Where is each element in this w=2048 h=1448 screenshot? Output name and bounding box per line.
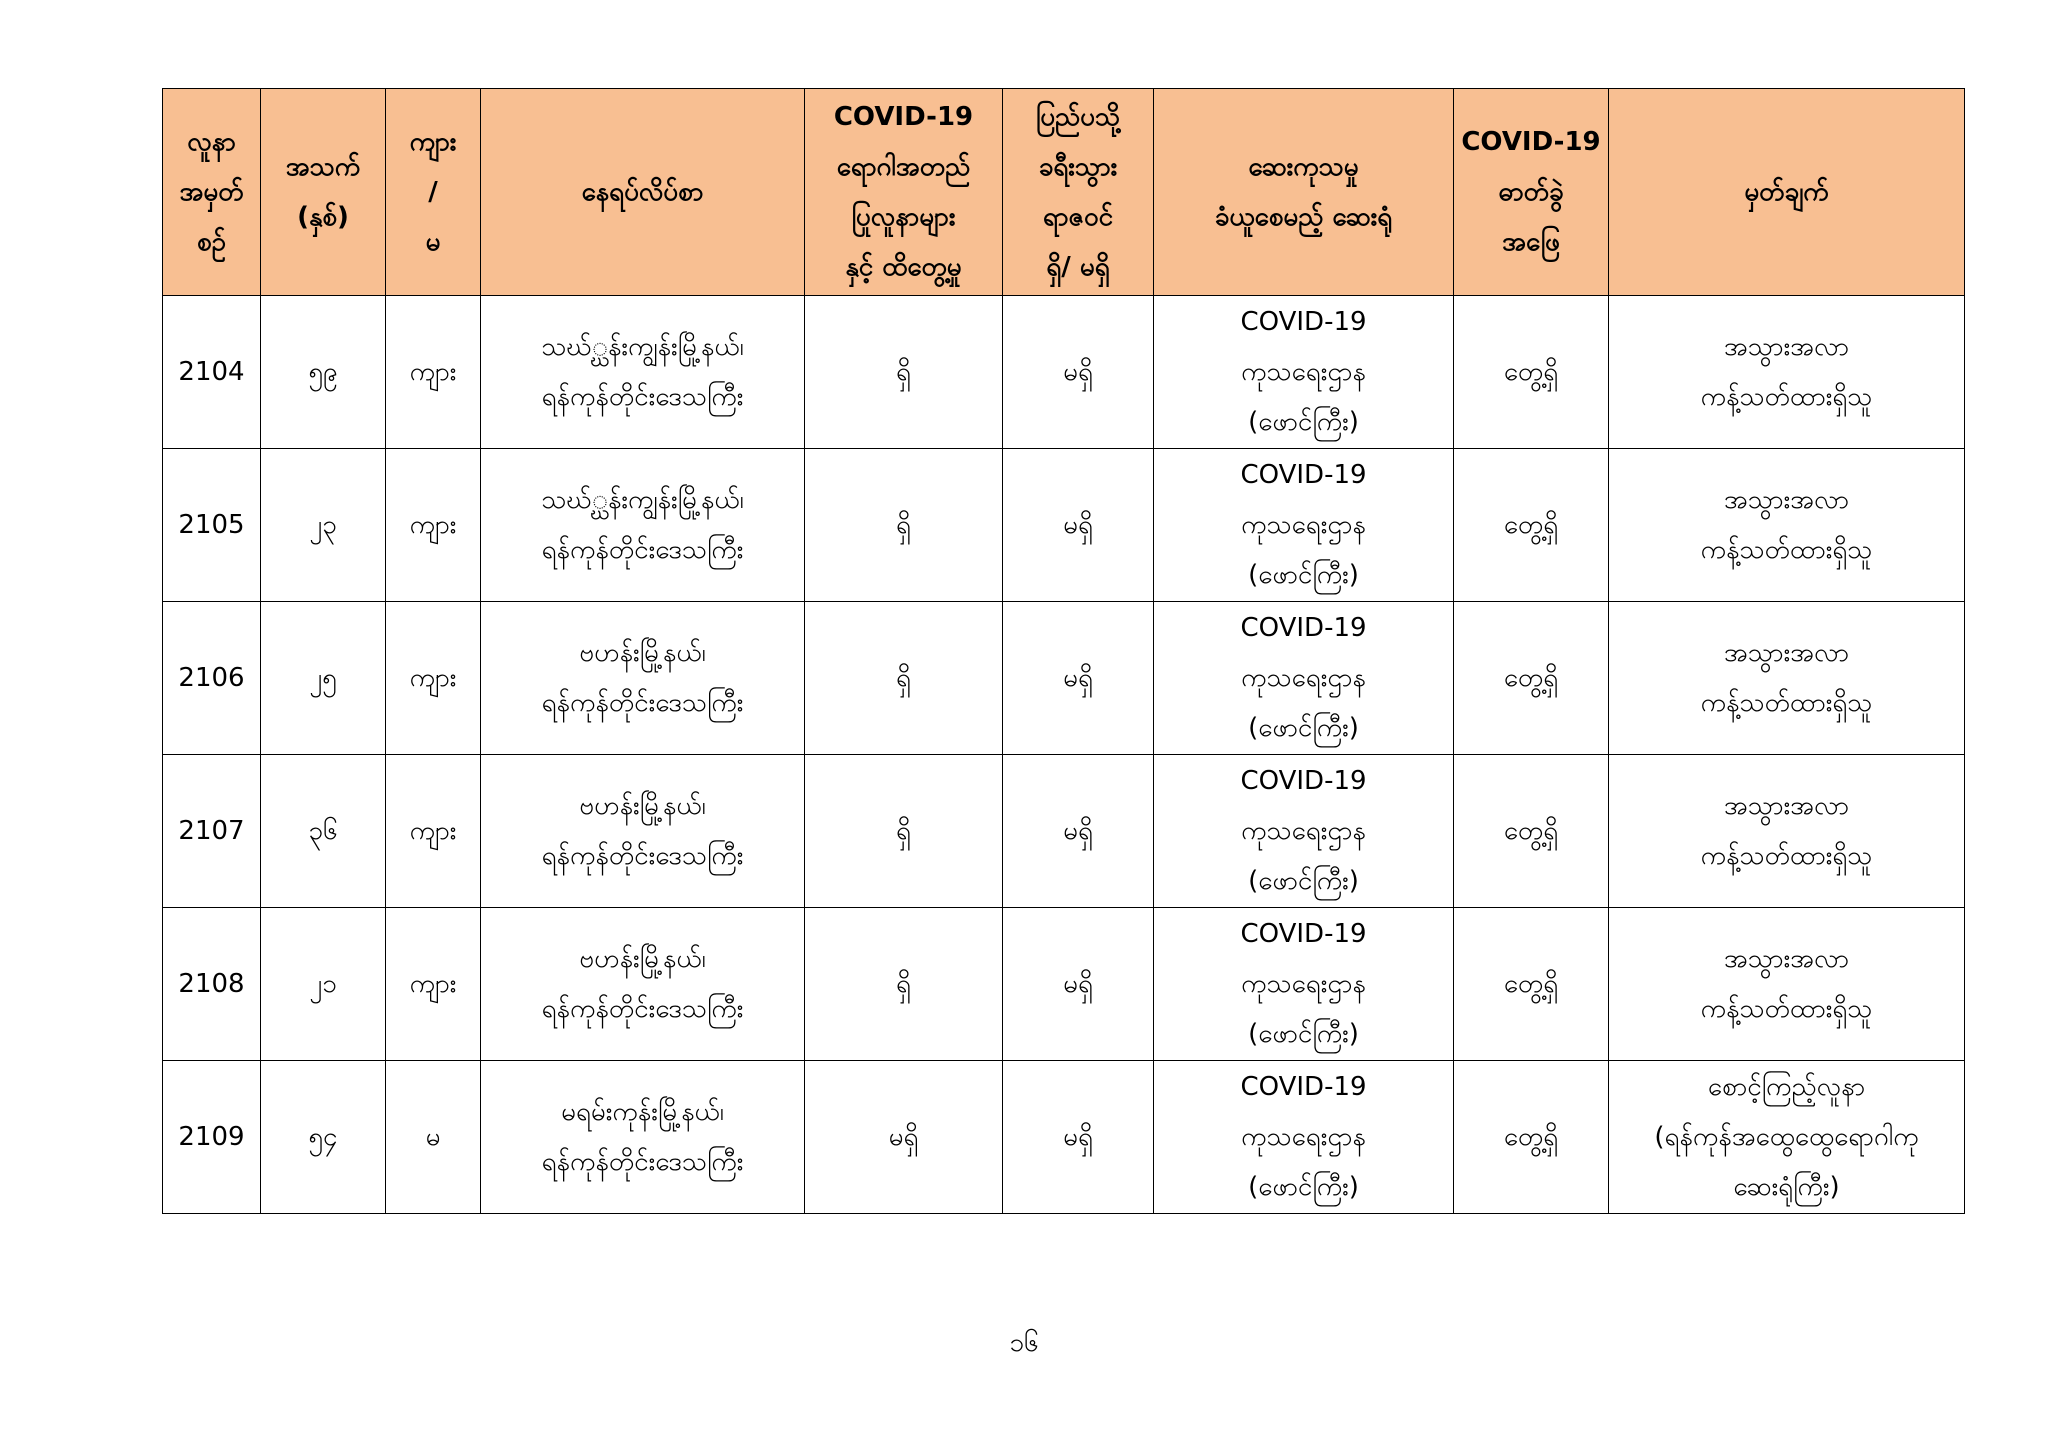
remarks-cell	[1609, 602, 1965, 755]
header-col-travel-history	[1003, 89, 1154, 296]
header-line: ကျား	[409, 127, 457, 157]
age-cell: ၅၄	[261, 1061, 386, 1214]
remarks-cell	[1609, 755, 1965, 908]
table-row	[163, 602, 1965, 755]
cell-line: ရန်ကုန်တိုင်းဒေသကြီး	[541, 841, 744, 871]
address-cell	[481, 1061, 805, 1214]
contact-cell: ရှိ	[805, 449, 1003, 602]
cell-line: (ဖောင်ကြီး)	[1248, 407, 1359, 437]
case-number-cell: 2106	[163, 602, 261, 755]
header-line: ရောဂါအတည်	[836, 152, 971, 182]
sex-cell: ကျား	[386, 449, 481, 602]
header-col-remarks	[1609, 89, 1965, 296]
header-line: ဆေးကုသမှု	[1248, 152, 1359, 182]
cell-line: ရန်ကုန်တိုင်းဒေသကြီး	[541, 688, 744, 718]
header-line: မှတ်ချက်	[1744, 177, 1829, 207]
header-line: အမှတ်	[179, 177, 244, 207]
sex-cell: ကျား	[386, 602, 481, 755]
address-cell	[481, 755, 805, 908]
lab-result-cell: တွေ့ရှိ	[1454, 296, 1609, 449]
sex-cell: မ	[386, 1061, 481, 1214]
address-cell	[481, 602, 805, 755]
header-line: ခရီးသွား	[1038, 152, 1118, 182]
cell-line: (ဖောင်ကြီး)	[1248, 1172, 1359, 1202]
travel-history-cell: မရှိ	[1003, 1061, 1154, 1214]
sex-cell: ကျား	[386, 296, 481, 449]
cell-line: ကန့်သတ်ထားရှိသူ	[1700, 688, 1873, 718]
contact-cell: ရှိ	[805, 755, 1003, 908]
covid-cases-table	[162, 88, 1965, 1214]
cell-line: COVID-19	[1240, 919, 1367, 949]
cell-line: ရန်ကုန်တိုင်းဒေသကြီး	[541, 382, 744, 412]
cell-line: အသွားအလာ	[1723, 791, 1850, 821]
header-col-address	[481, 89, 805, 296]
cell-line: (ဖောင်ကြီး)	[1248, 560, 1359, 590]
remarks-cell	[1609, 449, 1965, 602]
cell-line: ကုသရေးဌာန	[1241, 816, 1366, 846]
lab-result-cell: တွေ့ရှိ	[1454, 755, 1609, 908]
table-header-row	[163, 89, 1965, 296]
cell-line: (ဖောင်ကြီး)	[1248, 866, 1359, 896]
cell-line: ကုသရေးဌာန	[1241, 663, 1366, 693]
cell-line: အသွားအလာ	[1723, 944, 1850, 974]
header-line: လူနာ	[187, 127, 236, 157]
case-number-cell: 2108	[163, 908, 261, 1061]
cell-line: စောင့်ကြည့်လူနာ	[1707, 1072, 1866, 1102]
hospital-cell	[1154, 908, 1454, 1061]
cell-line: ဗဟန်းမြို့နယ်၊	[579, 944, 706, 974]
age-cell: ၅၉	[261, 296, 386, 449]
header-line: နေရပ်လိပ်စာ	[581, 177, 704, 207]
cell-line: အသွားအလာ	[1723, 485, 1850, 515]
table-row	[163, 755, 1965, 908]
header-col-age	[261, 89, 386, 296]
cell-line: COVID-19	[1240, 766, 1367, 796]
table-row	[163, 296, 1965, 449]
cell-line: ကန့်သတ်ထားရှိသူ	[1700, 382, 1873, 412]
header-line: နှင့် ထိတွေ့မှု	[845, 252, 962, 282]
cell-line: ဆေးရုံကြီး)	[1733, 1172, 1840, 1202]
cell-line: COVID-19	[1240, 307, 1367, 337]
header-line: ရာဇဝင်	[1042, 202, 1114, 232]
case-number-cell: 2105	[163, 449, 261, 602]
table-row	[163, 449, 1965, 602]
age-cell: ၂၁	[261, 908, 386, 1061]
contact-cell: ရှိ	[805, 602, 1003, 755]
travel-history-cell: မရှိ	[1003, 449, 1154, 602]
travel-history-cell: မရှိ	[1003, 908, 1154, 1061]
cell-line: COVID-19	[1240, 613, 1367, 643]
contact-cell: ရှိ	[805, 908, 1003, 1061]
header-line: /	[428, 177, 438, 207]
cell-line: ကုသရေးဌာန	[1241, 969, 1366, 999]
cell-line: အသွားအလာ	[1723, 332, 1850, 362]
cell-line: ကန့်သတ်ထားရှိသူ	[1700, 535, 1873, 565]
travel-history-cell: မရှိ	[1003, 755, 1154, 908]
hospital-cell	[1154, 602, 1454, 755]
case-number-cell: 2104	[163, 296, 261, 449]
header-line: ပြည်ပသို့	[1035, 102, 1121, 132]
lab-result-cell: တွေ့ရှိ	[1454, 1061, 1609, 1214]
cell-line: (ရန်ကုန်အထွေထွေရောဂါကု	[1654, 1122, 1919, 1152]
cell-line: ဗဟန်းမြို့နယ်၊	[579, 791, 706, 821]
cell-line: ကုသရေးဌာန	[1241, 1122, 1366, 1152]
remarks-cell	[1609, 296, 1965, 449]
remarks-cell	[1609, 908, 1965, 1061]
header-line: ပြုလူနာများ	[851, 202, 956, 232]
hospital-cell	[1154, 449, 1454, 602]
cell-line: (ဖောင်ကြီး)	[1248, 713, 1359, 743]
header-col-case-number	[163, 89, 261, 296]
cell-line: သဃ်္ဃန်းကျွန်းမြို့နယ်၊	[541, 332, 744, 362]
sex-cell: ကျား	[386, 908, 481, 1061]
contact-cell: ရှိ	[805, 296, 1003, 449]
header-line: COVID-19	[833, 102, 974, 132]
hospital-cell	[1154, 296, 1454, 449]
cell-line: (ဖောင်ကြီး)	[1248, 1019, 1359, 1049]
address-cell	[481, 296, 805, 449]
age-cell: ၂၃	[261, 449, 386, 602]
header-line: အဖြေ	[1502, 227, 1560, 257]
sex-cell: ကျား	[386, 755, 481, 908]
cell-line: ဗဟန်းမြို့နယ်၊	[579, 638, 706, 668]
cell-line: ကုသရေးဌာန	[1241, 510, 1366, 540]
age-cell: ၂၅	[261, 602, 386, 755]
table-row	[163, 908, 1965, 1061]
cell-line: ကန့်သတ်ထားရှိသူ	[1700, 994, 1873, 1024]
travel-history-cell: မရှိ	[1003, 602, 1154, 755]
lab-result-cell: တွေ့ရှိ	[1454, 449, 1609, 602]
header-line: ခံယူစေမည့် ဆေးရုံ	[1214, 202, 1393, 232]
header-line: ရှိ/ မရှိ	[1046, 252, 1110, 282]
case-number-cell: 2107	[163, 755, 261, 908]
header-col-lab-result	[1454, 89, 1609, 296]
header-col-hospital	[1154, 89, 1454, 296]
age-cell: ၃၆	[261, 755, 386, 908]
table-row	[163, 1061, 1965, 1214]
page-number: ၁၆	[1009, 1328, 1039, 1358]
contact-cell: မရှိ	[805, 1061, 1003, 1214]
cell-line: ကုသရေးဌာန	[1241, 357, 1366, 387]
remarks-cell	[1609, 1061, 1965, 1214]
lab-result-cell: တွေ့ရှိ	[1454, 908, 1609, 1061]
travel-history-cell: မရှိ	[1003, 296, 1154, 449]
case-number-cell: 2109	[163, 1061, 261, 1214]
cell-line: မရမ်းကုန်းမြို့နယ်၊	[561, 1097, 724, 1127]
header-line: မ	[425, 227, 441, 257]
cell-line: COVID-19	[1240, 460, 1367, 490]
cell-line: သဃ်္ဃန်းကျွန်းမြို့နယ်၊	[541, 485, 744, 515]
header-line: အသက်	[285, 152, 361, 182]
cell-line: ရန်ကုန်တိုင်းဒေသကြီး	[541, 994, 744, 1024]
cell-line: ရန်ကုန်တိုင်းဒေသကြီး	[541, 535, 744, 565]
header-col-contact	[805, 89, 1003, 296]
header-line: COVID-19	[1461, 127, 1601, 157]
cell-line: အသွားအလာ	[1723, 638, 1850, 668]
table-body	[163, 296, 1965, 1214]
lab-result-cell: တွေ့ရှိ	[1454, 602, 1609, 755]
cell-line: COVID-19	[1240, 1072, 1367, 1102]
cell-line: ကန့်သတ်ထားရှိသူ	[1700, 841, 1873, 871]
hospital-cell	[1154, 755, 1454, 908]
address-cell	[481, 449, 805, 602]
hospital-cell	[1154, 1061, 1454, 1214]
cell-line: ရန်ကုန်တိုင်းဒေသကြီး	[541, 1147, 744, 1177]
address-cell	[481, 908, 805, 1061]
header-line: စဉ်	[196, 227, 227, 257]
header-line: (နှစ်)	[297, 202, 349, 232]
header-line: ဓာတ်ခွဲ	[1498, 177, 1564, 207]
header-col-sex	[386, 89, 481, 296]
